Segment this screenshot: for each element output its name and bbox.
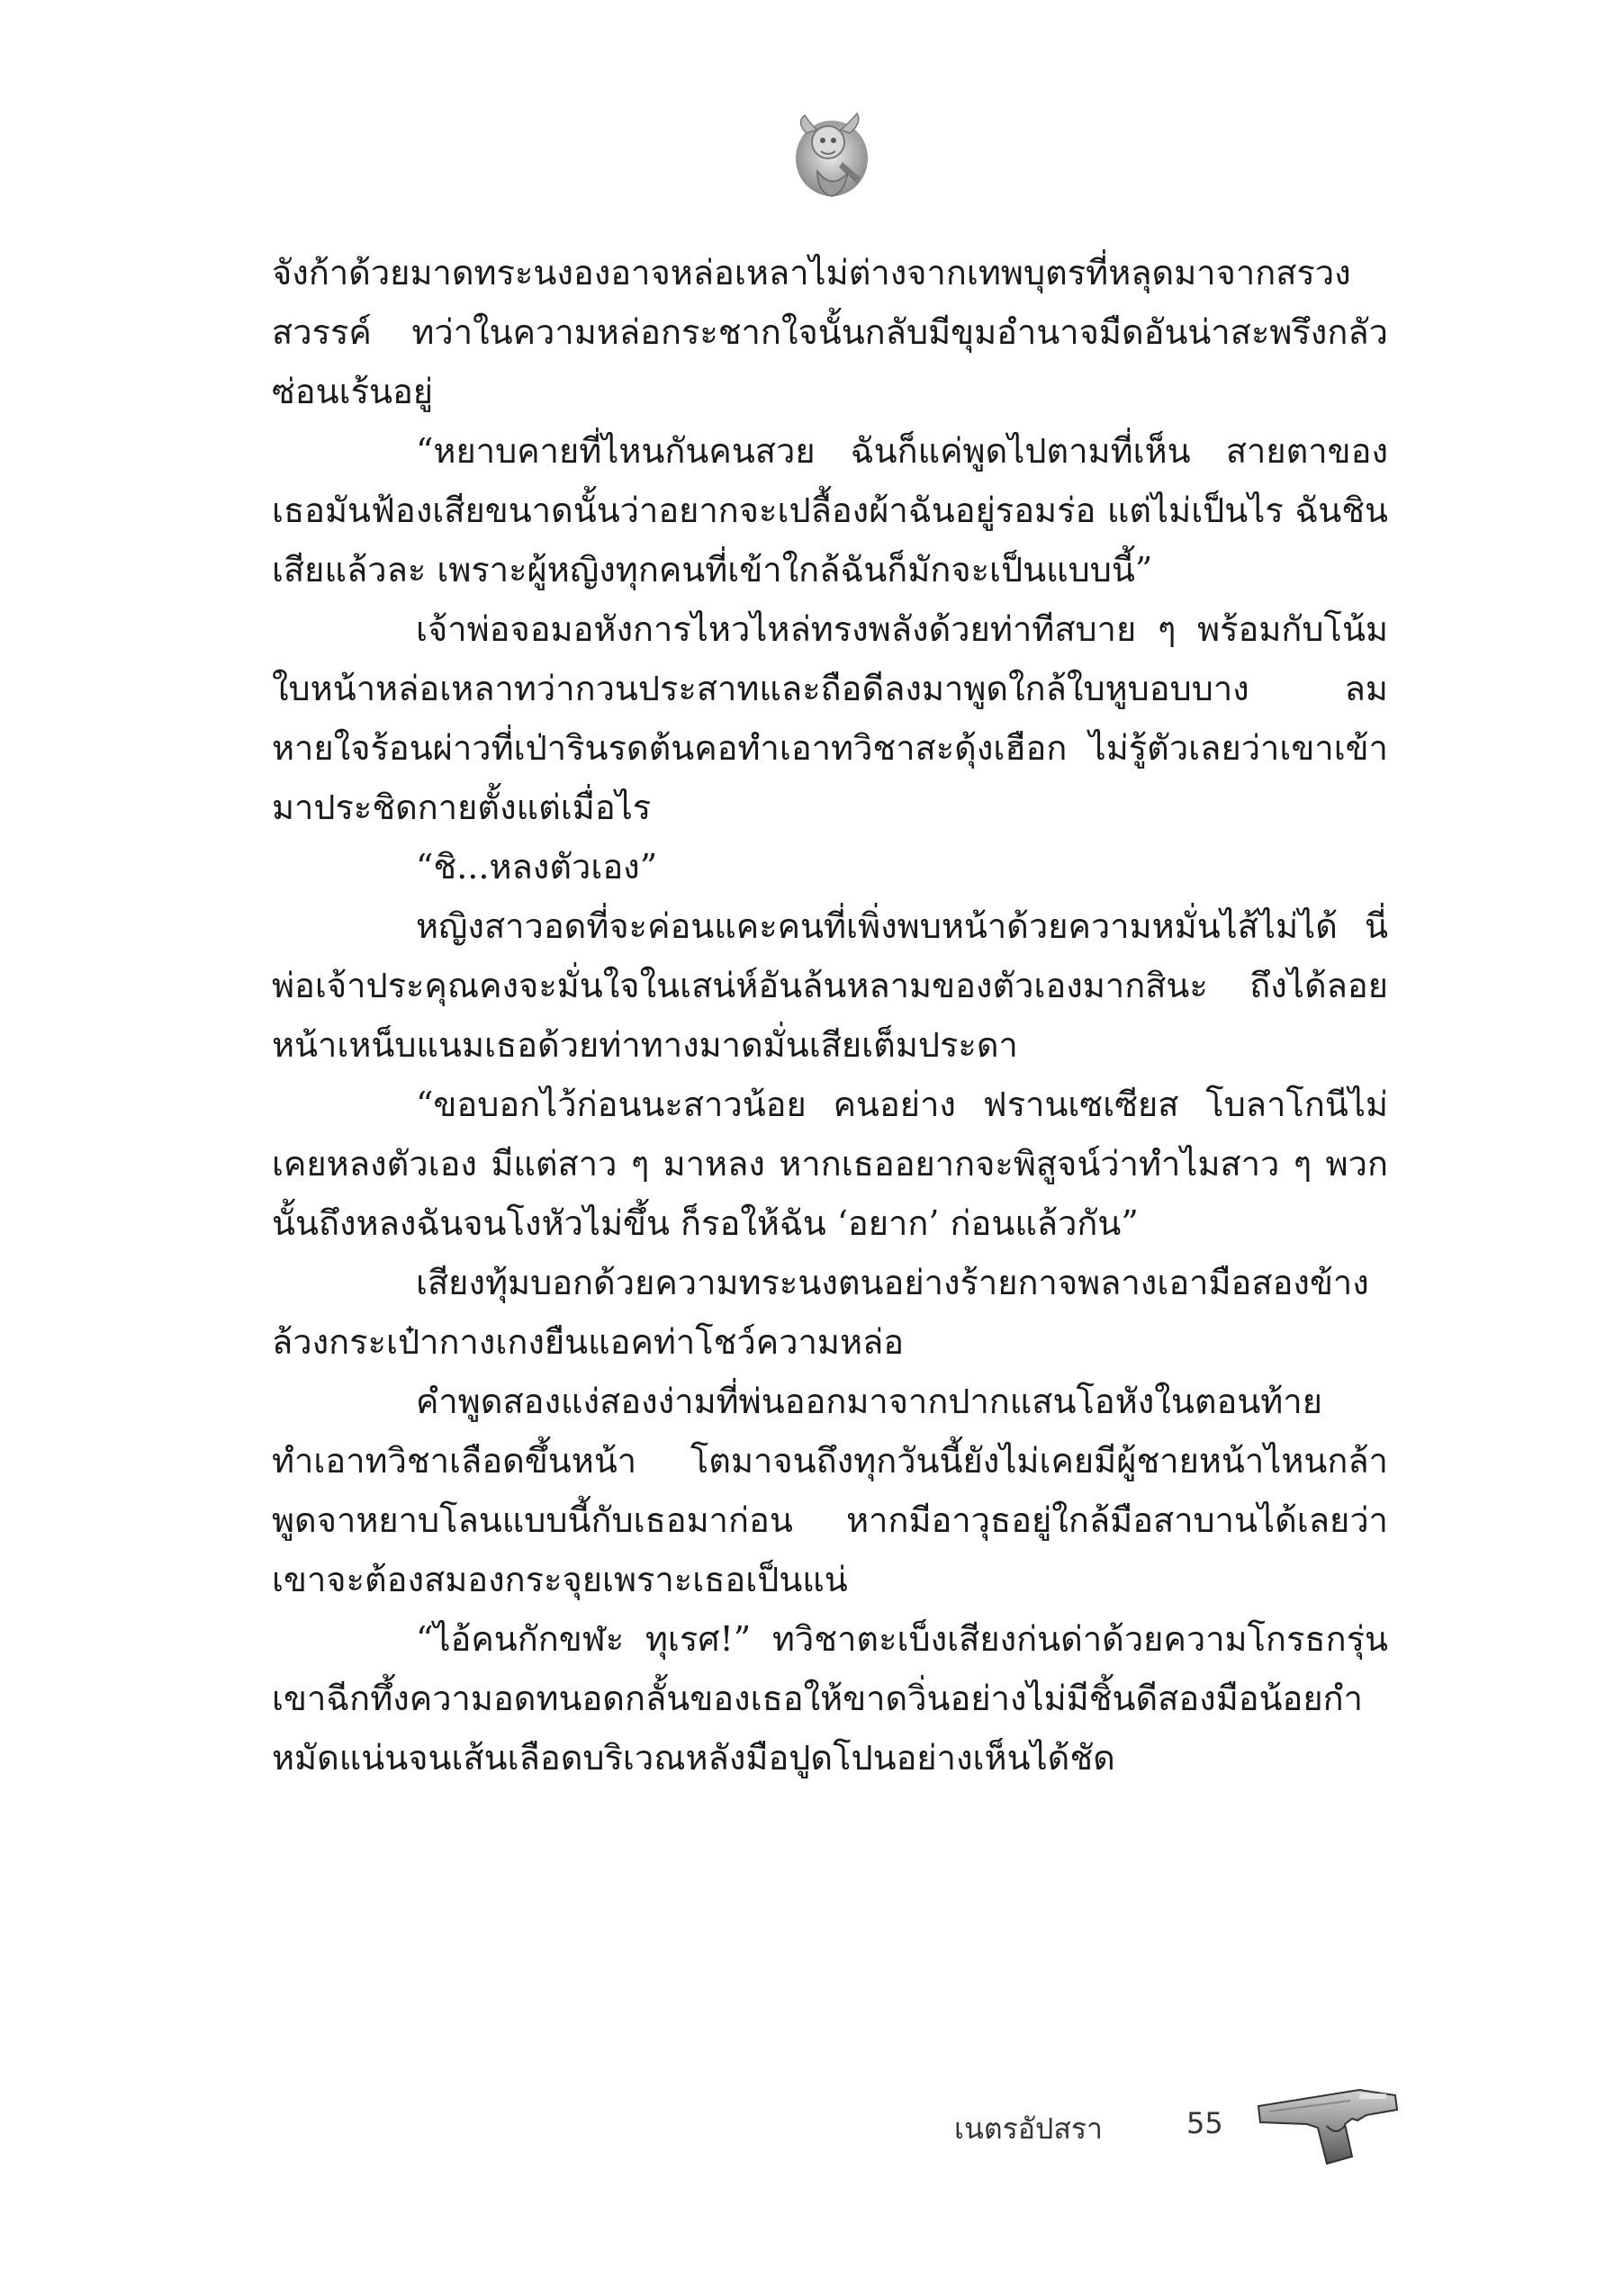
paragraph: “หยาบคายที่ไหนกันคนสวย ฉันก็แค่พูดไปตามที่เห็น สายตาของเธอมันฟ้องเสียขนาดนั้นว่าอยากจะเปลื้องผ้าฉันอยู่รอมร่อ แต่ไม่เป็นไร ฉันชินเสียแล้วละ เพราะผู้หญิงทุกคนที่เข้าใกล้ฉันก็มักจะเป็นแบบนี้” (272, 431, 1388, 590)
paragraph: เจ้าพ่อจอมอหังการไหวไหล่ทรงพลังด้วยท่าทีสบาย ๆ พร้อมกับโน้มใบหน้าหล่อเหลาทว่ากวนประสาทและถือดีลงมาพูดใกล้ใบหูบอบบาง ลมหายใจร้อนผ่าวที่เป่ารินรดต้นคอทำเอาทวิชาสะดุ้งเฮือก ไม่รู้ตัวเลยว่าเขาเข้ามาประชิดกายตั้งแต่เมื่อไร (272, 609, 1388, 827)
cherub-ornament-icon (781, 106, 882, 207)
paragraph: จังก้าด้วยมาดทระนงองอาจหล่อเหลาไม่ต่างจากเทพบุตรที่หลุดมาจากสรวงสวรรค์ ทว่าในความหล่อกระชากใจนั้นกลับมีขุมอำนาจมืดอันน่าสะพรึงกลัวซ่อนเร้นอยู่ (272, 253, 1388, 411)
paragraph: หญิงสาวอดที่จะค่อนแคะคนที่เพิ่งพบหน้าด้วยความหมั่นไส้ไม่ได้ นี่พ่อเจ้าประคุณคงจะมั่นใจในเสน่ห์อันล้นหลามของตัวเองมากสินะ ถึงได้ลอยหน้าเหน็บแนมเธอด้วยท่าทางมาดมั่นเสียเต็มประดา (272, 906, 1388, 1065)
paragraph: “ไอ้คนกักขฬะ ทุเรศ!” ทวิชาตะเบ็งเสียงก่นด่าด้วยความโกรธกรุ่น เขาฉีกทึ้งความอดทนอดกลั้นของเธอให้ขาดวิ่นอย่างไม่มีชิ้นดีสองมือน้อยกำหมัดแน่นจนเส้นเลือดบริเวณหลังมือปูดโปนอย่างเห็นได้ชัด (272, 1619, 1388, 1778)
pistol-icon (1251, 2070, 1404, 2169)
paragraph: “ชิ...หลงตัวเอง” (416, 847, 658, 887)
body-text (272, 243, 1388, 1787)
book-title: เนตรอัปสรา (954, 2111, 1103, 2146)
paragraph: “ขอบอกไว้ก่อนนะสาวน้อย คนอย่าง ฟรานเซเซียส โบลาโกนีไม่เคยหลงตัวเอง มีแต่สาว ๆ มาหลง หากเธออยากจะพิสูจน์ว่าทำไมสาว ๆ พวกนั้นถึงหลงฉันจนโงหัวไม่ขึ้น ก็รอให้ฉัน ‘อยาก’ ก่อนแล้วกัน” (272, 1085, 1388, 1243)
page-footer (954, 2070, 1422, 2178)
paragraph: คำพูดสองแง่สองง่ามที่พ่นออกมาจากปากแสนโอหังในตอนท้ายทำเอาทวิชาเลือดขึ้นหน้า โตมาจนถึงทุกวันนี้ยังไม่เคยมีผู้ชายหน้าไหนกล้าพูดจาหยาบโลนแบบนี้กับเธอมาก่อน หากมีอาวุธอยู่ใกล้มือสาบานได้เลยว่าเขาจะต้องสมองกระจุยเพราะเธอเป็นแน่ (272, 1382, 1388, 1599)
page-number: 55 (1186, 2106, 1223, 2140)
paragraph: เสียงทุ้มบอกด้วยความทระนงตนอย่างร้ายกาจพลางเอามือสองข้างล้วงกระเป๋ากางเกงยืนแอคท่าโชว์ความหล่อ (272, 1263, 1369, 1362)
